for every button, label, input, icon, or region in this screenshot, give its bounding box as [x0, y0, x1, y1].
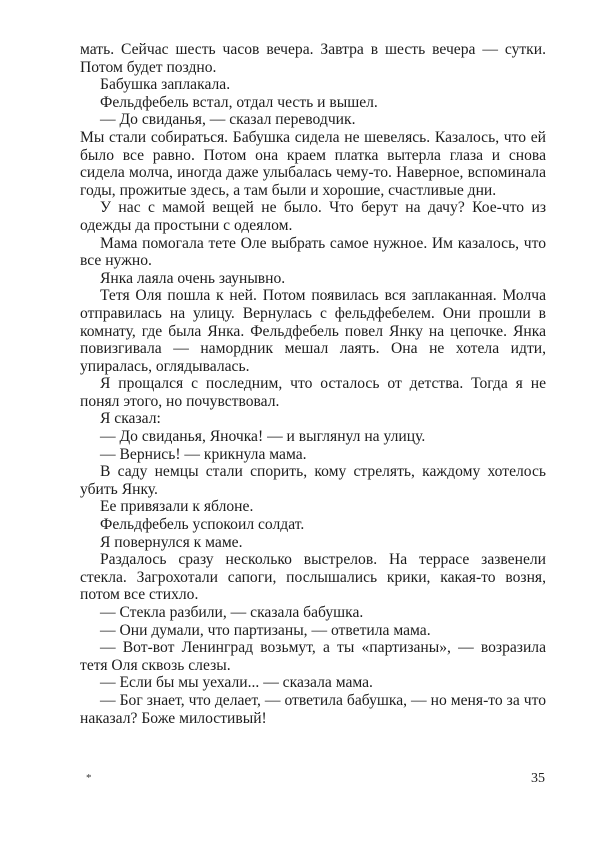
paragraph: Фельдфебель встал, отдал честь и вышел.	[100, 93, 378, 111]
page-number: 35	[531, 771, 545, 786]
paragraph: — Если бы мы уехали... — сказала мама.	[100, 674, 373, 692]
paragraph: Я повернулся к маме.	[100, 533, 243, 551]
paragraph: Янка лаяла очень заунывно.	[100, 269, 286, 287]
paragraph: Мама помогала тете Оле выбрать самое нужное. Им казалось, что все нужно.	[80, 234, 546, 270]
paragraph: В саду немцы стали спорить, кому стрелять, каждому хотелось убить Янку.	[80, 463, 546, 498]
body-text	[80, 41, 546, 727]
paragraph: Тетя Оля пошла к ней. Потом появилась вся заплаканная. Молча отправилась на улицу. Вернулась с фельдфебелем. Они прошли в комнату, где была Янка. Фельдфебель повел Янку на цепочке. Янка повизгивала — намордник мешал лаять. Она не хотела идти, упиралась, оглядывалась.	[80, 287, 546, 375]
footer-mark: *	[86, 772, 92, 784]
paragraph: Бабушка заплакала.	[100, 76, 231, 94]
paragraph: Я прощался с последним, что осталось от детства. Тогда я не понял этого, но почувствовал.	[80, 375, 546, 410]
paragraph: Я сказал:	[100, 410, 161, 428]
paragraph: — Они думали, что партизаны, — ответила мама.	[100, 621, 431, 639]
paragraph: — До свиданья, — сказал переводчик.	[100, 111, 356, 129]
paragraph: — Стекла разбили, — сказала бабушка.	[100, 604, 364, 621]
paragraph: Мы стали собираться. Бабушка сидела не шевелясь. Казалось, что ей было все равно. Потом она краем платка вытерла глаза и снова сидела молча, иногда даже улыбалась чему-то. Наверное, вспоминала годы, прожитые здесь, а там были и хорошие, счастливые дни.	[80, 128, 546, 199]
paragraph: — Бог знает, что делает, — ответила бабушка, — но меня-то за что наказал? Боже милостивый!	[80, 691, 546, 727]
paragraph: мать. Сейчас шесть часов вечера. Завтра в шесть вечера — сутки. Потом будет поздно.	[80, 41, 546, 76]
paragraph: Раздалось сразу несколько выстрелов. На террасе зазвенели стекла. Загрохотали сапоги, послышались крики, какая-то возня, потом все стихло.	[80, 551, 546, 604]
paragraph: Фельдфебель успокоил солдат.	[100, 516, 305, 534]
paragraph: У нас с мамой вещей не было. Что берут на дачу? Кое-что из одежды да простыни с одеялом.	[80, 199, 546, 234]
paragraph: Ее привязали к яблоне.	[100, 498, 254, 516]
paragraph: — Вот-вот Ленинград возьмут, а ты «партизаны», — возразила тетя Оля сквозь слезы.	[80, 639, 546, 674]
paragraph: — До свиданья, Яночка! — и выглянул на улицу.	[100, 428, 426, 446]
paragraph: — Вернись! — крикнула мама.	[100, 445, 307, 463]
